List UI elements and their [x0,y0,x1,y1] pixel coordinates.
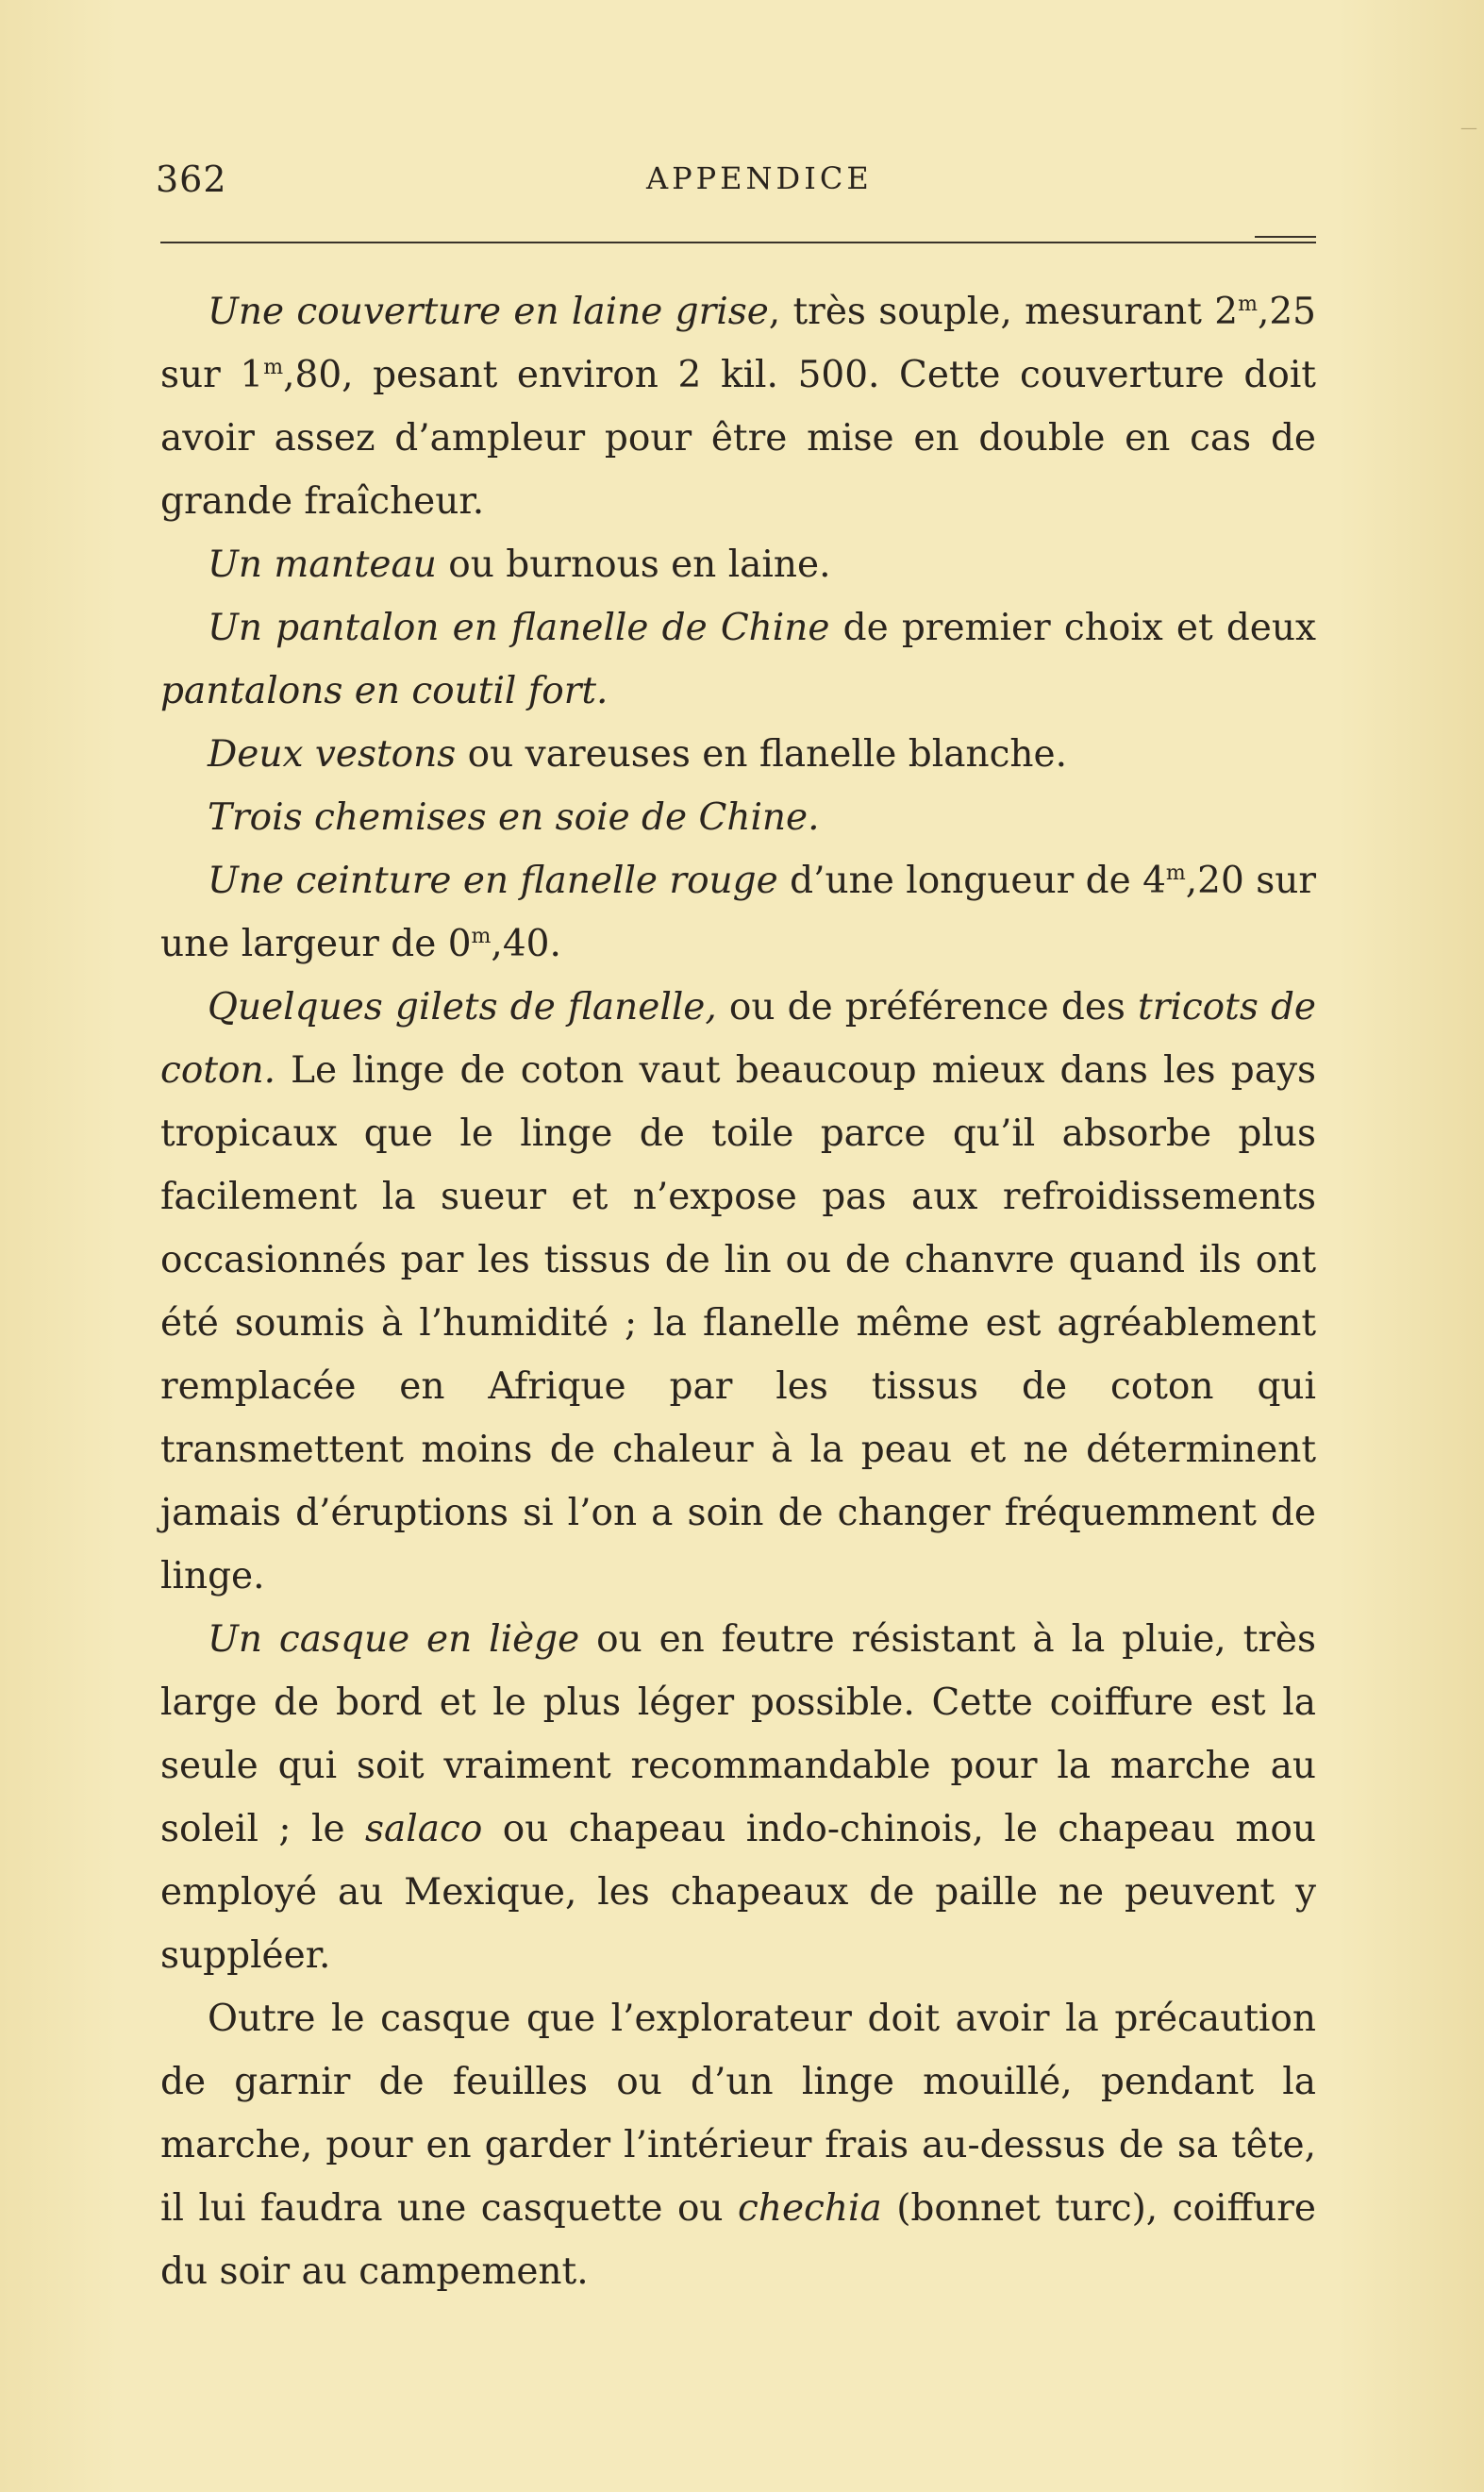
text-run: ou chapeau indo-chinois, le chapeau mou employé au Mexique, les chapeaux de paille ne peuvent y suppléer. [160,1808,1316,1977]
text-run: ,80, pesant environ 2 kil. 500. Cette couverture doit avoir assez d’ampleur pour être mise en double en cas de grande fraîcheur. [160,354,1316,523]
italic-term: Un manteau [208,544,437,586]
text-run: de premier choix et deux [829,607,1316,649]
italic-term: Quelques gilets de flanelle, [208,986,717,1029]
paragraph [160,849,1316,976]
paragraph [160,596,1316,723]
paragraph [160,723,1316,786]
text-run: Le linge de coton vaut beaucoup mieux dans les pays tropicaux que le linge de toile parce qu’il absorbe plus facilement la sueur et n’expose pas aux refroidissements occasionnés par les tissus de lin ou de chanvre quand ils ont été soumis à l’humidité ; la flanelle même est agréablement remplacée en Afrique par les tissus de coton qui transmettent moins de chaleur à la peau et ne déterminent jamais d’éruptions si l’on a soin de changer fréquemment de linge. [160,1049,1316,1597]
text-run: ou en feutre résistant à la pluie, très large de bord et le plus léger possible. Cette coiffure est la seule qui soit vraiment recommandable pour la marche au soleil ; le [160,1618,1316,1850]
italic-term: Une ceinture en flanelle rouge [208,860,778,902]
body-text [160,280,1316,2303]
paragraph [160,533,1316,596]
paragraph [160,976,1316,1608]
paragraph [160,280,1316,533]
text-run: ,40. [491,923,561,965]
text-run: ou de préférence des [716,986,1139,1029]
text-run: d’une longueur de 4 [777,860,1166,902]
text-run: (bonnet turc), coiffure du soir au campement. [160,2187,1316,2293]
page-number: 362 [156,159,227,200]
paragraph [160,1987,1316,2303]
text-run: , très souple, mesurant 2 [768,291,1239,333]
italic-term: salaco [364,1808,483,1850]
italic-term: pantalons en coutil fort. [160,670,609,712]
text-run: ou burnous en laine. [436,544,831,586]
unit-superscript: m [1238,293,1258,316]
text-run: ,20 sur une largeur de 0 [160,860,1316,965]
italic-term: Deux vestons [208,733,457,776]
header-rule-end [1255,236,1316,238]
unit-superscript: m [1165,861,1186,885]
paragraph [160,1608,1316,1987]
italic-term: tricots de coton. [160,986,1316,1092]
text-run: ,25 sur 1 [160,291,1316,396]
page-header [156,159,1316,206]
italic-term: Un pantalon en flanelle de Chine [208,607,830,649]
running-head: APPENDICE [646,160,873,196]
text-run: ou vareuses en flanelle blanche. [456,733,1068,776]
italic-term: Un casque en liège [208,1618,580,1661]
unit-superscript: m [471,925,492,948]
italic-term: Trois chemises en soie de Chine. [208,796,820,839]
text-run: Outre le casque que l’explorateur doit avoir la précaution de garnir de feuilles ou d’un linge mouillé, pendant la marche, pour en garder l’intérieur frais au-dessus de sa tête, il lui faudra une casquette ou [160,1998,1316,2230]
unit-superscript: m [263,356,284,379]
margin-mark: — [1460,118,1477,138]
header-rule [160,242,1316,243]
italic-term: Une couverture en laine grise [208,291,769,333]
paragraph [160,786,1316,849]
italic-term: chechia [738,2187,882,2230]
